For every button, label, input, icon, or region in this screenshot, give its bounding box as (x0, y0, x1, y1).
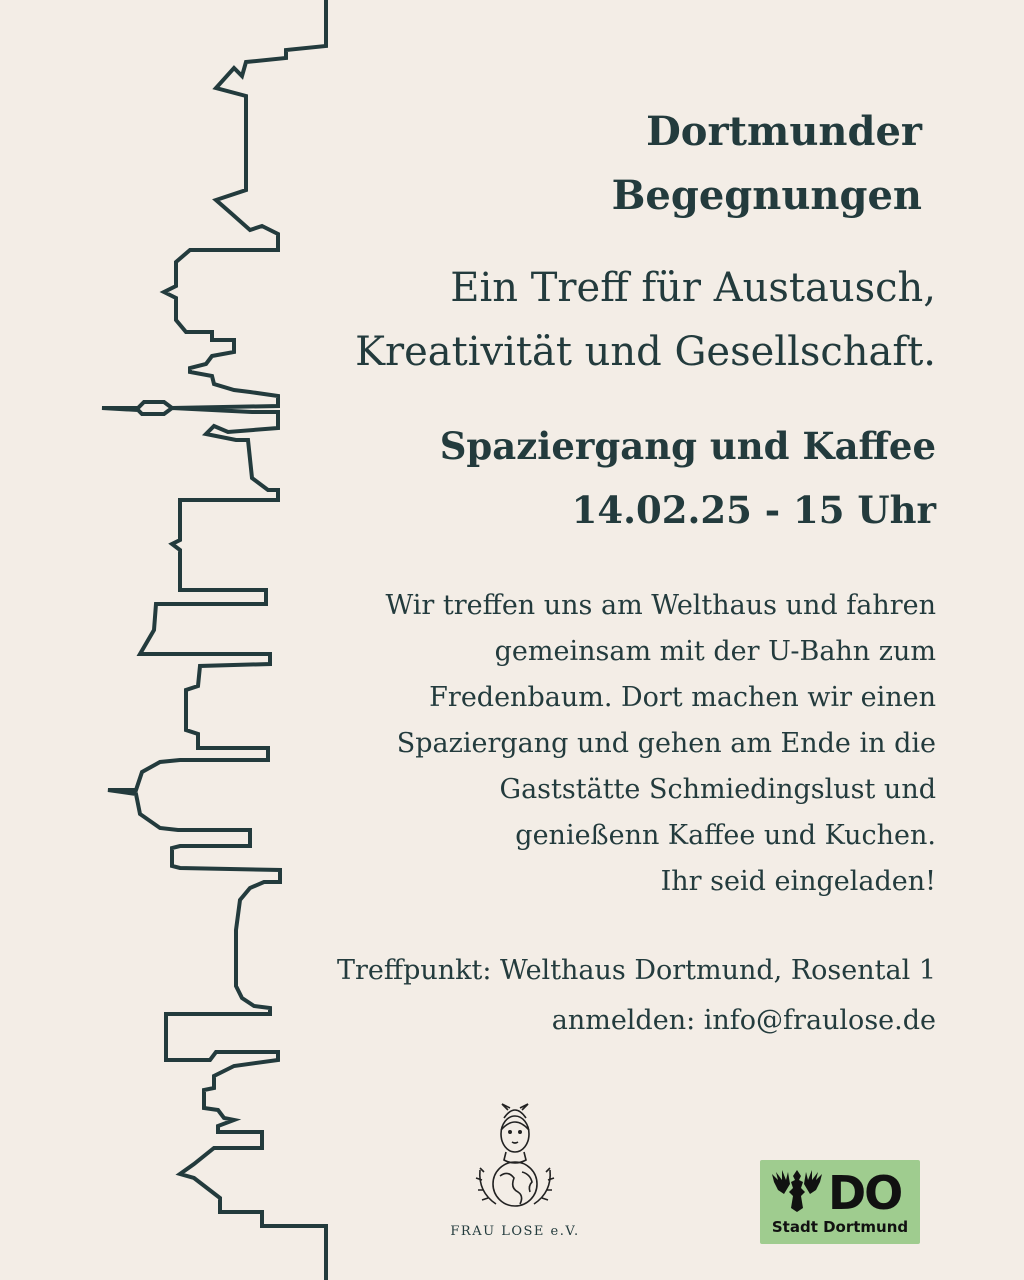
description-line: Gaststätte Schmiedingslust und (499, 774, 936, 805)
eagle-icon (770, 1168, 824, 1214)
meeting-info (236, 946, 936, 1046)
event-description (296, 583, 936, 905)
event-heading (440, 414, 936, 542)
description-line: gemeinsam mit der U-Bahn zum (494, 636, 936, 667)
stadt-dortmund-logo (760, 1160, 920, 1244)
description-line: Spaziergang und gehen am Ende in die (396, 728, 936, 759)
description-line: Wir treffen uns am Welthaus und fahren (385, 590, 936, 621)
tagline (355, 256, 936, 384)
description-line: Fredenbaum. Dort machen wir einen (429, 682, 936, 713)
woman-globe-icon (470, 1100, 560, 1214)
dortmund-skyline-outline (0, 0, 340, 1280)
title-line-1: Dortmunder (646, 108, 922, 155)
frau-lose-name: FRAU LOSE e.V. (450, 1224, 580, 1239)
event-name: Spaziergang und Kaffee (439, 424, 936, 468)
meeting-location: Treffpunkt: Welthaus Dortmund, Rosental 1 (337, 955, 936, 986)
description-line: genießenn Kaffee und Kuchen. (515, 820, 936, 851)
do-letters: DO (828, 1166, 902, 1220)
event-series-title (612, 100, 922, 228)
event-datetime: 14.02.25 - 15 Uhr (571, 488, 936, 532)
frau-lose-logo (440, 1100, 590, 1250)
signup-email[interactable]: anmelden: info@fraulose.de (551, 1005, 936, 1036)
tagline-line-1: Ein Treff für Austausch, (450, 265, 936, 311)
title-line-2: Begegnungen (611, 172, 922, 219)
stadt-dortmund-name: Stadt Dortmund (771, 1218, 909, 1236)
tagline-line-2: Kreativität und Gesellschaft. (355, 329, 936, 375)
description-line: Ihr seid eingeladen! (660, 866, 936, 897)
